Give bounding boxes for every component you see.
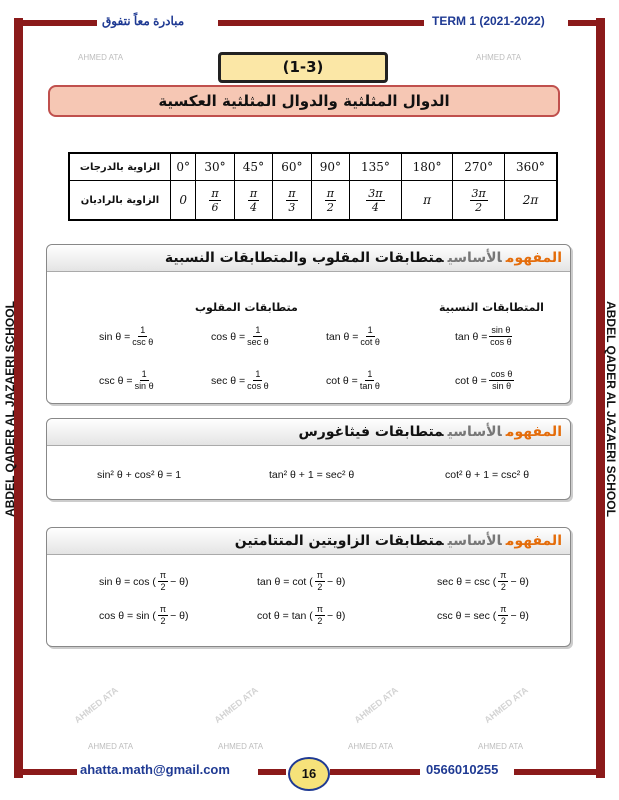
box-heading <box>47 245 570 272</box>
radian-cell: $\frac{\pi}{6}$ <box>196 181 234 221</box>
cofunction-formula: tan θ = cot ( π 2 − θ) <box>257 570 346 592</box>
col-heading-reciprocal: متطابقات المقلوب <box>195 301 298 314</box>
degree-cell: 135° <box>350 153 402 181</box>
lesson-number: (1-3) <box>218 52 388 83</box>
cofunction-box <box>46 527 571 647</box>
footer-phone: 0566010255 <box>426 762 499 777</box>
header-rule-mid <box>218 20 424 26</box>
formula-cos-reciprocal: cos θ = 1 sec θ <box>211 325 269 347</box>
watermark: AHMED ATA <box>78 53 124 62</box>
cofunction-formula: sec θ = csc ( π 2 − θ) <box>437 570 529 592</box>
watermark-diagonal: AHMED ATA <box>72 684 120 726</box>
key-label: الأساسي <box>447 424 502 440</box>
formula-cot-reciprocal: cot θ = $\frac{1}{\text{tan θ}}$ <box>326 369 380 391</box>
reciprocal-quotient-box <box>46 244 571 404</box>
watermark: AHMED ATA <box>478 742 524 751</box>
degree-cell: 360° <box>504 153 557 181</box>
degree-cell: 90° <box>311 153 349 181</box>
radians-row-label: الزاوية بالراديان <box>69 181 171 221</box>
footer-rule-mid-left <box>258 769 286 775</box>
watermark-diagonal: AHMED ATA <box>352 684 400 726</box>
school-name-right: ABDEL QADER AL JAZAERI SCHOOL <box>604 301 619 517</box>
radian-cell: π <box>401 181 453 221</box>
cofunction-formula: cos θ = sin ( π 2 − θ) <box>99 604 189 626</box>
degree-cell: 270° <box>453 153 505 181</box>
degree-cell: 45° <box>234 153 272 181</box>
radian-cell: $\frac{\pi}{3}$ <box>273 181 311 221</box>
header-rule-left <box>22 20 97 26</box>
watermark: AHMED ATA <box>348 742 394 751</box>
cofunction-formula: csc θ = sec ( π 2 − θ) <box>437 604 529 626</box>
cofunction-formula: cot θ = tan ( π 2 − θ) <box>257 604 346 626</box>
formula-pyth-1: sin² θ + cos² θ = 1 <box>97 469 182 481</box>
footer-rule-right <box>514 769 598 775</box>
lesson-title: الدوال المثلثية والدوال المثلثية العكسية <box>48 85 560 117</box>
watermark-diagonal: AHMED ATA <box>212 684 260 726</box>
formula-tan-reciprocal: tan θ = $\frac{1}{\text{cot θ}}$ <box>326 325 380 347</box>
formula-cot-quotient: cot θ = $\frac{\text{cos θ}}{\text{sin θ}}$ <box>455 369 513 391</box>
concept-label: المفهوم <box>505 533 562 549</box>
watermark: AHMED ATA <box>218 742 264 751</box>
formula-tan-quotient: tan θ = $\frac{\text{sin θ}}{\text{cos θ}}$ <box>455 325 512 347</box>
cofunction-formula: sin θ = cos ( π 2 − θ) <box>99 570 189 592</box>
key-label: الأساسي <box>447 250 502 266</box>
pythagorean-box <box>46 418 571 500</box>
school-name-left: ABDEL QADER AL JAZAERI SCHOOL <box>2 301 17 517</box>
header-initiative: مبادرة معاً نتفوق <box>102 14 185 28</box>
degrees-row-label: الزاوية بالدرجات <box>69 153 171 181</box>
box-title: متطابقات فيثاغورس <box>298 424 444 440</box>
formula-pyth-3: cot² θ + 1 = csc² θ <box>445 469 530 481</box>
header-rule-right <box>568 20 598 26</box>
col-heading-quotient: المتطابقات النسبية <box>439 301 544 314</box>
radian-cell: $\frac{3\pi}{2}$ <box>453 181 505 221</box>
box-heading <box>47 528 570 555</box>
radian-cell: 0 <box>171 181 196 221</box>
formula-sec-reciprocal: sec θ = $\frac{1}{\text{cos θ}}$ <box>211 369 269 391</box>
footer-rule-left <box>22 769 77 775</box>
key-label: الأساسي <box>447 533 502 549</box>
footer-email: ahatta.math@gmail.com <box>80 762 230 777</box>
footer-rule-mid-right <box>330 769 420 775</box>
box-title: متطابقات الزاويتين المتتامتين <box>234 533 444 549</box>
degree-cell: 60° <box>273 153 311 181</box>
concept-label: المفهوم <box>505 250 562 266</box>
watermark: AHMED ATA <box>88 742 134 751</box>
degree-cell: 180° <box>401 153 453 181</box>
watermark: AHMED ATA <box>476 53 522 62</box>
watermark-diagonal: AHMED ATA <box>482 684 530 726</box>
angle-conversion-table <box>68 152 558 221</box>
header-term: TERM 1 (2021-2022) <box>432 14 545 28</box>
concept-label: المفهوم <box>505 424 562 440</box>
radian-cell: $\frac{3\pi}{4}$ <box>350 181 402 221</box>
radian-cell: $\frac{\pi}{2}$ <box>311 181 349 221</box>
page-number: 16 <box>288 757 330 791</box>
formula-csc-reciprocal: csc θ = $\frac{1}{\text{sin θ}}$ <box>99 369 154 391</box>
formula-pyth-2: tan² θ + 1 = sec² θ <box>269 469 355 481</box>
degree-cell: 30° <box>196 153 234 181</box>
box-title: متطابقات المقلوب والمتطابقات النسبية <box>164 250 444 266</box>
radian-cell: $\frac{\pi}{4}$ <box>234 181 272 221</box>
formula-sin-reciprocal: sin θ = 1 csc θ <box>99 325 154 347</box>
box-heading <box>47 419 570 446</box>
radian-cell: 2π <box>504 181 557 221</box>
degree-cell: 0° <box>171 153 196 181</box>
